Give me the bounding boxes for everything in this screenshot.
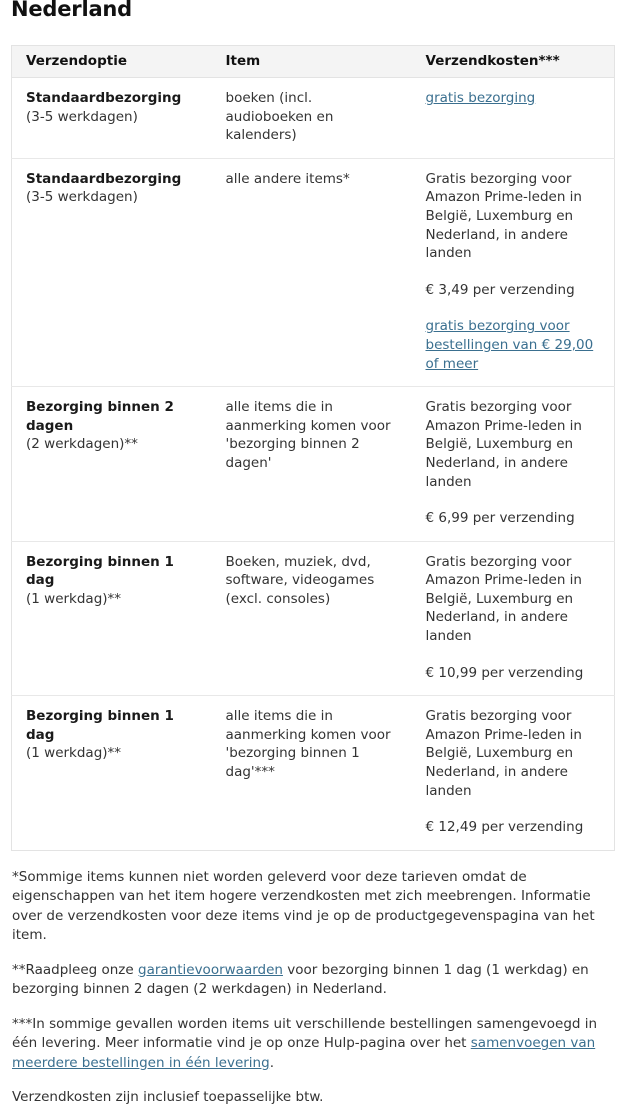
- cell-verzendkosten: [412, 387, 615, 542]
- shipping-option-duration: (1 werkdag)**: [26, 745, 122, 762]
- shipping-option-duration: (3-5 werkdagen): [26, 189, 138, 206]
- cell-verzendkosten: [412, 696, 615, 851]
- cell-item: boeken (incl. audioboeken en kalenders): [225, 90, 334, 144]
- cell-item: alle andere items*: [212, 158, 412, 386]
- shipping-rates-table: [11, 45, 615, 851]
- footnote-text: ***In sommige gevallen worden items uit verschillende bestellingen samengevoegd in één levering. Meer informatie vind je op onze Hulp-pagina over het: [12, 1015, 598, 1052]
- footnote-text: *Sommige items kunnen niet worden geleverd voor deze tarieven omdat de eigenschappen van het item hogere verzendkosten met zich meebrengen. Informatie over de verzendkosten voor deze items vind je op de productgegevenspagina van het item.: [12, 868, 595, 944]
- cell-verzendoptie: [12, 541, 212, 696]
- table-row: [12, 78, 615, 159]
- shipping-cost-link[interactable]: gratis bezorging: [425, 90, 536, 106]
- shipping-cost-text: Gratis bezorging voor Amazon Prime-leden in België, Luxemburg en Nederland, in andere landen: [425, 170, 582, 262]
- shipping-cost-text: Gratis bezorging voor Amazon Prime-leden in België, Luxemburg en Nederland, in andere landen: [425, 553, 582, 645]
- shipping-option-name: Standaardbezorging: [26, 170, 182, 187]
- note-triple-asterisk: [12, 1015, 624, 1074]
- cell-verzendkosten: [412, 541, 615, 696]
- column-header-item: Item: [212, 46, 412, 78]
- cell-verzendoptie: [12, 387, 212, 542]
- shipping-cost-text: € 3,49 per verzending: [425, 281, 575, 298]
- footnote-text: Verzendkosten zijn inclusief toepasselijke btw.: [12, 1089, 324, 1106]
- shipping-cost-text: Gratis bezorging voor Amazon Prime-leden in België, Luxemburg en Nederland, in andere landen: [425, 708, 582, 799]
- shipping-option-duration: (3-5 werkdagen): [26, 108, 138, 125]
- footnote-text: .: [269, 1054, 274, 1071]
- shipping-option-name: Bezorging binnen 1 dag: [26, 553, 174, 589]
- table-row: [12, 387, 615, 542]
- footnote-link[interactable]: samenvoegen van meerdere bestellingen in één levering: [12, 1035, 596, 1071]
- table-header-row: [12, 46, 615, 78]
- shipping-cost-link[interactable]: gratis bezorging voor bestellingen van € 29,00 of meer: [425, 318, 594, 372]
- shipping-cost-text: € 10,99 per verzending: [425, 664, 584, 681]
- table-row: [12, 541, 615, 696]
- table-row: [12, 158, 615, 386]
- shipping-cost-text: Gratis bezorging voor Amazon Prime-leden in België, Luxemburg en Nederland, in andere landen: [425, 399, 582, 490]
- shipping-option-duration: (1 werkdag)**: [26, 590, 122, 607]
- cell-item: Boeken, muziek, dvd, software, videogames (excl. consoles): [212, 541, 412, 696]
- footnote-text: voor bezorging binnen 1 dag (1 werkdag) en bezorging binnen 2 dagen (2 werkdagen) in Nederland.: [12, 961, 589, 998]
- cell-verzendoptie: [12, 78, 212, 159]
- table-header: [12, 46, 615, 78]
- footnote-link[interactable]: garantievoorwaarden: [138, 961, 283, 978]
- shipping-option-name: Bezorging binnen 1 dag: [26, 708, 174, 743]
- column-header-verzendkosten: Verzendkosten***: [412, 46, 615, 78]
- footnotes-section: [11, 868, 625, 1108]
- cell-verzendkosten: [412, 158, 615, 386]
- shipping-cost-text: € 6,99 per verzending: [425, 510, 575, 527]
- page-title: Nederland: [11, 0, 133, 21]
- shipping-option-duration: (2 werkdagen)**: [26, 436, 138, 453]
- note-single-asterisk: [12, 868, 624, 946]
- table-row: [12, 696, 615, 851]
- note-double-asterisk: [12, 961, 624, 1000]
- note-vat: [12, 1088, 624, 1108]
- cell-item: alle items die in aanmerking komen voor 'bezorging binnen 1 dag'***: [212, 696, 412, 851]
- cell-verzendoptie: [12, 158, 212, 386]
- footnote-text: **Raadpleeg onze: [12, 961, 138, 978]
- cell-item: alle items die in aanmerking komen voor 'bezorging binnen 2 dagen': [212, 387, 412, 542]
- shipping-cost-text: € 12,49 per verzending: [425, 819, 584, 836]
- table-body: [12, 78, 615, 851]
- shipping-option-name: Standaardbezorging: [26, 90, 182, 106]
- column-header-verzendoptie: Verzendoptie: [12, 46, 212, 78]
- cell-verzendkosten: [412, 78, 615, 159]
- cell-verzendoptie: [12, 696, 212, 851]
- shipping-option-name: Bezorging binnen 2 dagen: [26, 399, 174, 434]
